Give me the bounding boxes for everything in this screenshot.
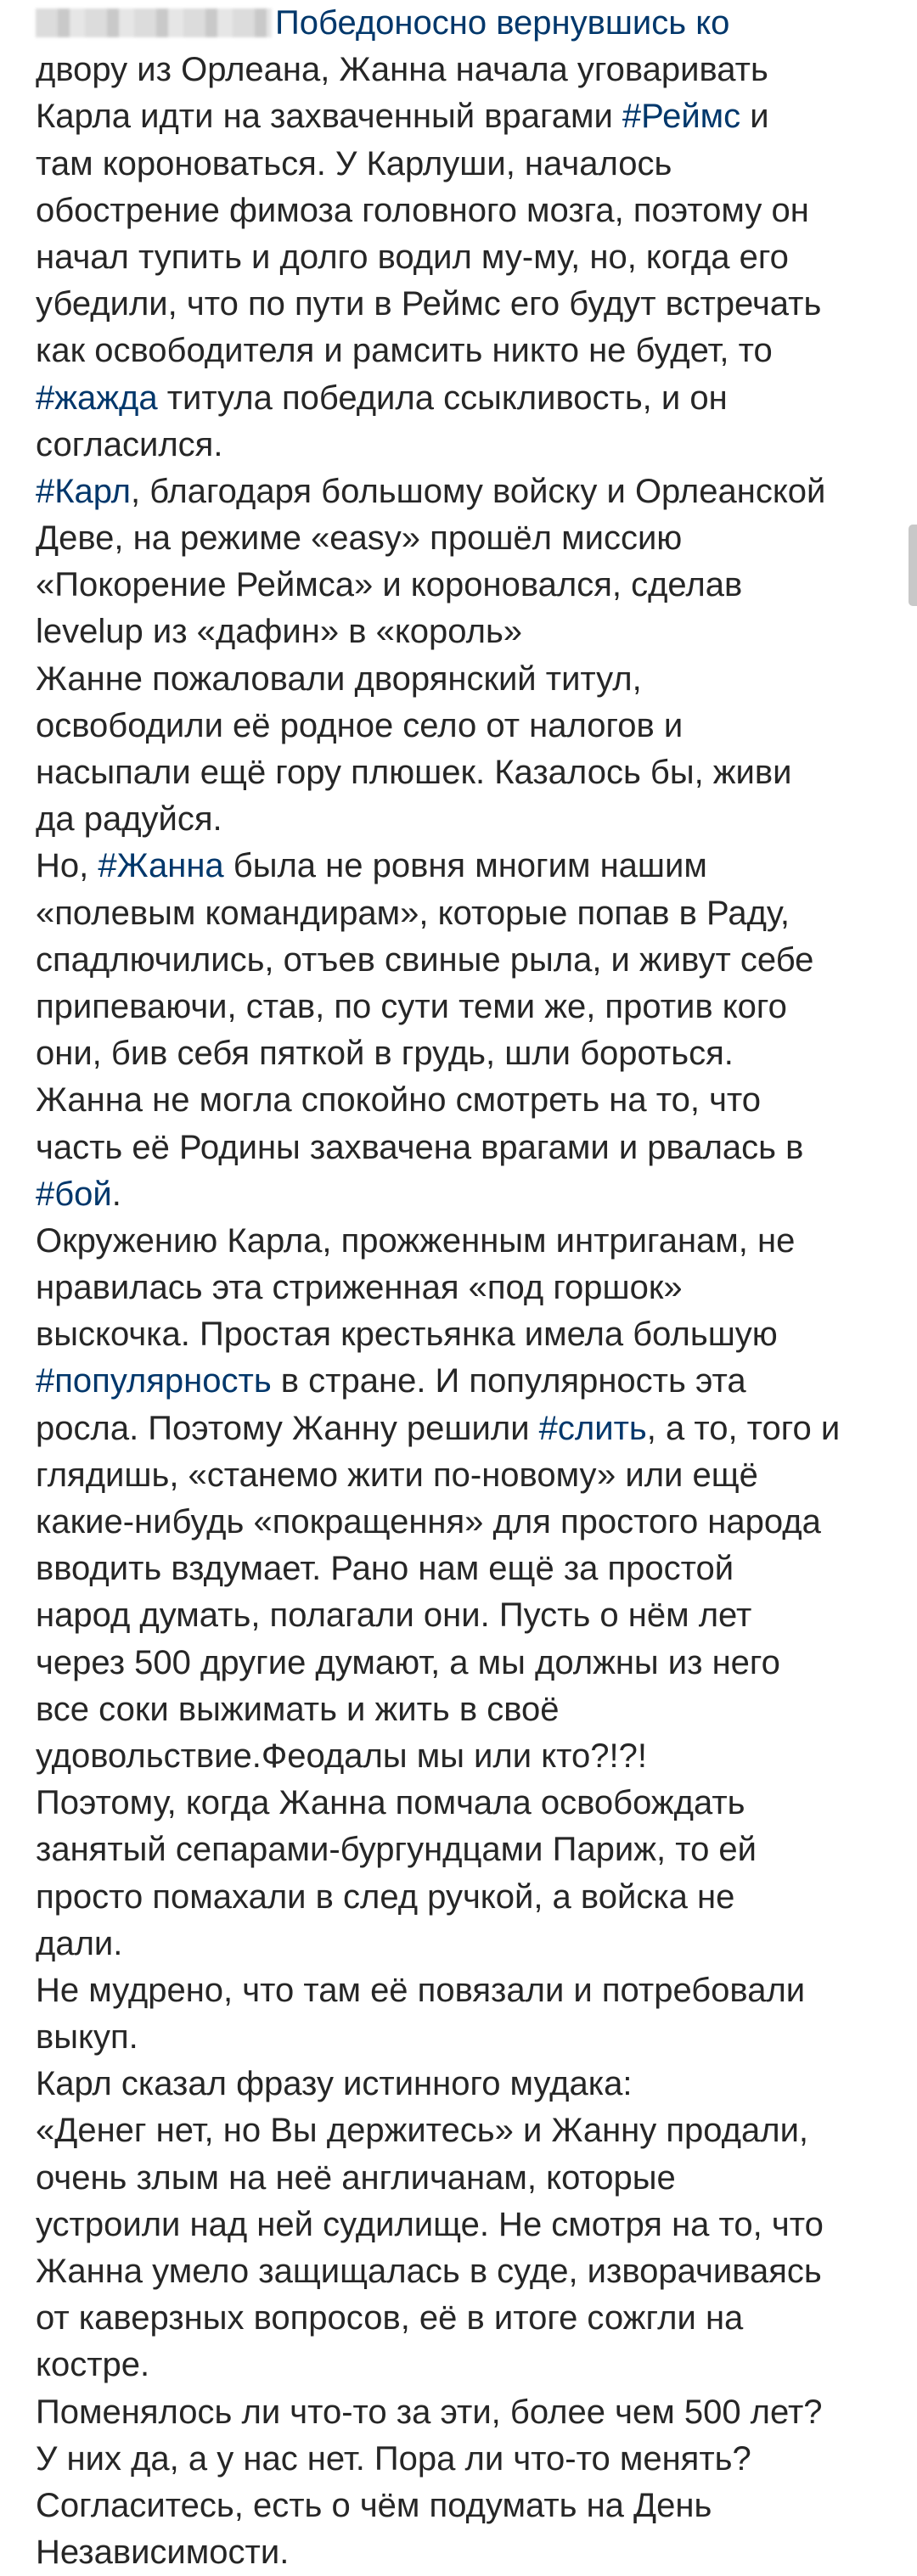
caption-text: Жанна умело защищалась в суде, изворачиваясь: [36, 2253, 822, 2290]
hashtag-link[interactable]: #Реймс: [622, 98, 741, 136]
caption-line: [36, 1218, 893, 1265]
caption-line: [36, 234, 893, 281]
caption-text: «полевым командирам», которые попав в Раду,: [36, 894, 790, 932]
caption-text: выскочка. Простая крестьянка имела большую: [36, 1316, 778, 1354]
caption-text: Карла идти на захваченный врагами: [36, 98, 622, 136]
caption-line: [36, 1780, 893, 1827]
caption-text: от каверзных вопросов, её в итоге сожгли на: [36, 2299, 744, 2337]
caption-text: там короноваться. У Карлуши, началось: [36, 144, 672, 182]
caption-text: спадлючились, отъев свиные рыла, и живут себе: [36, 940, 814, 979]
caption-text: Поэтому, когда Жанна помчала освобождать: [36, 1784, 745, 1822]
caption-text: как освободителя и рамсить никто не будет, то: [36, 332, 773, 370]
caption-text: народ думать, полагали они. Пусть о нём лет: [36, 1597, 752, 1635]
caption-line: [36, 2155, 893, 2202]
caption-text: да радуйся.: [36, 800, 222, 839]
caption-text: двору из Орлеана, Жанна начала уговаривать: [36, 51, 768, 89]
post-caption: [36, 0, 893, 2576]
caption-text: очень злым на неё англичанам, которые: [36, 2158, 676, 2197]
caption-line: [36, 656, 893, 703]
caption-line: [36, 843, 893, 890]
caption-line: [36, 937, 893, 984]
caption-line: [36, 890, 893, 937]
hashtag-link[interactable]: Победоносно вернувшись ко: [275, 4, 730, 42]
caption-text: , благодаря большому войску и Орлеанской: [131, 472, 826, 510]
caption-line: [36, 2436, 893, 2483]
caption-text: Карл сказал фразу истинного мудака:: [36, 2065, 633, 2103]
caption-text: удовольствие.Феодалы мы или кто?!?!: [36, 1737, 647, 1775]
caption-line: [36, 1077, 893, 1124]
caption-line: [36, 2061, 893, 2107]
caption-text: просто помахали в след ручкой, а войска не: [36, 1877, 735, 1916]
caption-line: [36, 1592, 893, 1639]
caption-text: дали.: [36, 1924, 123, 1962]
caption-text: часть её Родины захвачена врагами и рвалась в: [36, 1128, 804, 1166]
hashtag-link[interactable]: #жажда: [36, 379, 158, 417]
caption-line: [36, 1546, 893, 1592]
caption-line: [36, 1406, 893, 1452]
caption-line: [36, 1733, 893, 1780]
caption-line: [36, 47, 893, 93]
caption-text: начал тупить и долго водил му-му, но, когда его: [36, 238, 789, 276]
caption-text: Но,: [36, 847, 98, 885]
caption-line: [36, 2529, 893, 2576]
caption-text: levelup из «дафин» в «король»: [36, 613, 523, 651]
caption-line: [36, 1358, 893, 1405]
caption-line: [36, 469, 893, 515]
caption-line: [36, 2295, 893, 2342]
caption-text: Жанна не могла спокойно смотреть на то, что: [36, 1081, 762, 1120]
caption-text: У них да, а у нас нет. Пора ли что-то менять?: [36, 2439, 751, 2478]
caption-line: [36, 2202, 893, 2248]
hashtag-link[interactable]: #слить: [538, 1409, 647, 1447]
caption-line: [36, 422, 893, 469]
caption-text: Окружению Карла, прожженным интриганам, не: [36, 1221, 796, 1260]
caption-line: [36, 188, 893, 234]
caption-line: [36, 1874, 893, 1921]
caption-text: обострение фимоза головного мозга, поэтому он: [36, 191, 809, 229]
caption-line: [36, 562, 893, 609]
caption-line: [36, 1125, 893, 1171]
caption-line: [36, 1686, 893, 1733]
caption-line: [36, 93, 893, 140]
caption-text: и: [740, 98, 769, 136]
hashtag-link[interactable]: #бой: [36, 1175, 112, 1213]
caption-text: Согласитесь, есть о чём подумать на День: [36, 2486, 712, 2524]
caption-text: согласился.: [36, 425, 223, 463]
caption-line: [36, 1030, 893, 1077]
caption-text: Не мудрено, что там её повязали и потребовали: [36, 1971, 806, 2009]
caption-text: Поменялось ли что-то за эти, более чем 500 лет?: [36, 2393, 823, 2431]
caption-line: [36, 1967, 893, 2014]
caption-text: росла. Поэтому Жанну решили: [36, 1409, 539, 1447]
caption-line: [36, 749, 893, 796]
caption-line: [36, 2248, 893, 2295]
caption-text: убедили, что по пути в Реймс его будут встречать: [36, 285, 822, 323]
caption-line: [36, 281, 893, 328]
caption-text: какие-нибудь «покращення» для простого народа: [36, 1503, 821, 1541]
hashtag-link[interactable]: #Карл: [36, 472, 132, 510]
caption-text: насыпали ещё гору плюшек. Казалось бы, живи: [36, 754, 792, 791]
caption-text: титула победила ссыкливость, и он: [157, 379, 728, 417]
caption-text: .: [111, 1175, 121, 1213]
caption-line: [36, 1452, 893, 1499]
redacted-username[interactable]: [36, 8, 272, 37]
caption-line: [36, 515, 893, 562]
caption-line: [36, 141, 893, 188]
caption-text: все соки выжимать и жить в своё: [36, 1690, 560, 1728]
caption-line: [36, 2342, 893, 2388]
caption-text: занятый сепарами-бургундцами Париж, то ей: [36, 1831, 757, 1869]
scrollbar-thumb[interactable]: [909, 525, 917, 606]
caption-text: нравилась эта стриженная «под горшок»: [36, 1269, 683, 1307]
caption-line: [36, 328, 893, 374]
caption-text: костре.: [36, 2346, 150, 2384]
hashtag-link[interactable]: #популярность: [36, 1362, 272, 1400]
caption-text: «Денег нет, но Вы держитесь» и Жанну продали,: [36, 2112, 809, 2150]
caption-line: [36, 1640, 893, 1686]
caption-text: глядишь, «станемо жити по-новому» или ещё: [36, 1456, 758, 1494]
caption-line: [36, 1171, 893, 1218]
caption-line: [36, 796, 893, 843]
caption-line: [36, 0, 893, 47]
caption-text: Жанне пожаловали дворянский титул,: [36, 659, 642, 698]
caption-text: в стране. И популярность эта: [271, 1362, 746, 1400]
caption-line: [36, 375, 893, 422]
caption-text: выкуп.: [36, 2018, 138, 2057]
caption-line: [36, 1311, 893, 1358]
caption-text: Деве, на режиме «easy» прошёл миссию: [36, 519, 683, 558]
caption-line: [36, 2389, 893, 2436]
caption-line: [36, 2483, 893, 2529]
caption-line: [36, 1921, 893, 1967]
caption-line: [36, 703, 893, 749]
caption-line: [36, 984, 893, 1030]
caption-line: [36, 2107, 893, 2154]
caption-line: [36, 1265, 893, 1311]
caption-line: [36, 609, 893, 655]
caption-text: вводить вздумает. Рано нам ещё за простой: [36, 1550, 734, 1588]
caption-text: через 500 другие думают, а мы должны из него: [36, 1643, 780, 1681]
caption-text: , а то, того и: [646, 1409, 841, 1447]
caption-text: освободили её родное село от налогов и: [36, 706, 684, 744]
caption-text: устроили над ней судилище. Не смотря на то, что: [36, 2205, 824, 2243]
caption-text: «Покорение Реймса» и короновался, сделав: [36, 566, 743, 604]
caption-text: была не ровня многим нашим: [223, 847, 707, 885]
caption-text: припеваючи, став, по сути теми же, против кого: [36, 987, 787, 1025]
caption-text: они, бив себя пяткой в грудь, шли бороться.: [36, 1035, 734, 1073]
caption-line: [36, 2014, 893, 2061]
caption-line: [36, 1499, 893, 1546]
caption-line: [36, 1827, 893, 1873]
caption-text: Независимости.: [36, 2534, 290, 2572]
hashtag-link[interactable]: #Жанна: [98, 847, 224, 885]
